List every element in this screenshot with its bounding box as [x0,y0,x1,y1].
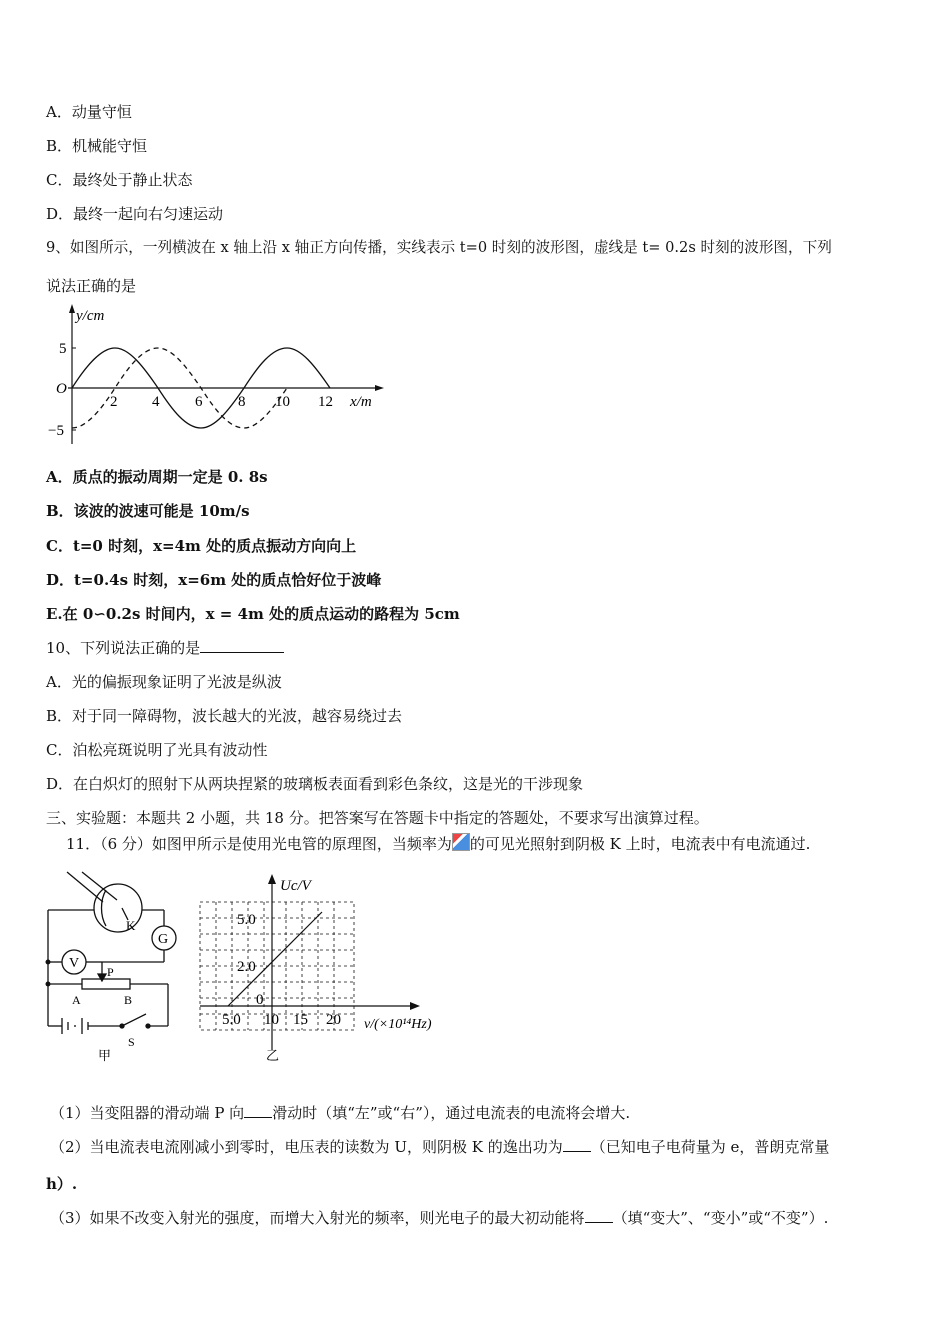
label-k: K [126,918,136,933]
q10-option-d: D．在白炽灯的照射下从两块捏紧的玻璃板表面看到彩色条纹，这是光的干涉现象 [46,775,584,793]
q8-option-c: C．最终处于静止状态 [46,171,193,189]
q9-option-b: B．该波的波速可能是 10m/s [46,502,250,520]
figure-caption-jia: 甲 [98,1048,112,1063]
y-axis-label: y/cm [76,308,105,324]
q10-stem-text: 10、下列说法正确的是 [46,639,201,657]
rheostat [82,979,130,989]
q8-option-a: A．动量守恒 [46,103,132,121]
y-tick-5: 5.0 [237,912,256,928]
q11-part-1-pre: （1）当变阻器的滑动端 P 向 [50,1104,245,1122]
y-axis-arrow [69,304,75,313]
q10-stem [46,638,284,658]
q9-option-c: C．t=0 时刻，x=4m 处的质点振动方向向上 [46,537,357,555]
x-tick-12: 12 [318,394,333,410]
q11-part-2 [50,1137,829,1157]
label-v: V [69,956,80,971]
y-tick-0: 0 [256,992,264,1008]
q11-part-1 [50,1103,630,1123]
x-tick-10: 10 [264,1012,279,1028]
x-axis-arrow [375,385,384,391]
q10-option-b: B．对于同一障碍物，波长越大的光波，越容易绕过去 [46,707,403,725]
q10-option-a: A．光的偏振现象证明了光波是纵波 [46,673,282,691]
q9-option-e: E.在 0∽0.2s 时间内，x = 4m 处的质点运动的路程为 5cm [46,605,460,623]
label-a: A [72,993,81,1007]
q11-stem [66,833,810,854]
x-axis-label: x/m [350,394,372,410]
q11-part-2-pre: （2）当电流表电流刚减小到零时，电压表的读数为 U，则阴极 K 的逸出功为 [50,1138,563,1156]
q11-circuit-diagram [40,868,190,1068]
answer-blank [563,1137,591,1152]
q11-part-1-post: 滑动时（填“左”或“右”），通过电流表的电流将会增大. [272,1104,631,1122]
q9-option-a: A．质点的振动周期一定是 0. 8s [46,468,268,486]
q10-option-c: C．泊松亮斑说明了光具有波动性 [46,741,268,759]
section-3-heading: 三、实验题：本题共 2 小题，共 18 分。把答案写在答题卡中指定的答题处，不要求写出演算过程。 [46,809,709,827]
q11-part-3-post: （填“变大”、“变小”或“不变”）. [612,1209,829,1227]
answer-blank [200,638,284,653]
q8-option-d: D．最终一起向右匀速运动 [46,205,224,223]
x-tick-2: 2 [110,394,118,410]
y-tick-neg5: −5 [48,423,64,439]
answer-blank [585,1208,613,1223]
x-tick-4: 4 [152,394,160,410]
x-axis-label: ν/(×10¹⁴Hz) [364,1017,432,1032]
label-p: P [107,965,114,979]
cathode [102,890,107,926]
q11-part-3-pre: （3）如果不改变入射光的强度，而增大入射光的频率，则光电子的最大初动能将 [50,1209,585,1227]
y-tick-5: 5 [59,341,67,357]
light-ray [67,872,103,902]
answer-blank [244,1103,272,1118]
y-tick-2: 2.0 [237,959,256,975]
label-b: B [124,993,133,1007]
q11-part-3 [50,1208,828,1228]
q11-part-2-post: （已知电子电荷量为 e，普朗克常量 [590,1138,830,1156]
q11-stem-pre: 11．（6 分）如图甲所示是使用光电管的原理图，当频率为 [66,835,452,853]
q9-stem-line1: 9、如图所示，一列横波在 x 轴上沿 x 轴正方向传播，实线表示 t=0 时刻的波形图，虚线是 t= 0.2s 时刻的波形图，下列 [46,239,832,256]
x-tick-10: 10 [275,394,290,410]
broken-image-icon [452,833,470,851]
light-ray [82,872,117,900]
q9-wave-graph [46,300,396,452]
origin-label: O [56,381,67,397]
x-tick-20: 20 [326,1012,341,1028]
q8-option-b: B．机械能守恒 [46,137,148,155]
q11-stem-post: 的可见光照射到阴极 K 上时，电流表中有电流通过. [469,835,811,853]
figure-caption-yi: 乙 [266,1048,280,1063]
q11-part-2-line2: h）. [46,1175,78,1193]
q9-option-d: D．t=0.4s 时刻，x=6m 处的质点恰好位于波峰 [46,571,382,589]
q9-stem-line2: 说法正确的是 [46,277,137,295]
x-tick-8: 8 [238,394,246,410]
x-tick-15: 15 [293,1012,308,1028]
y-axis-label: Uc/V [280,878,311,894]
label-g: G [158,932,169,947]
slider-arrow [98,974,106,981]
label-s: S [128,1035,135,1049]
grid [200,902,354,1030]
x-axis-arrow [410,1002,420,1010]
x-tick-6: 6 [195,394,203,410]
y-axis-arrow [268,874,276,884]
q11-uc-frequency-plot [196,870,462,1066]
x-tick-5: 5.0 [222,1012,241,1028]
switch [124,1014,146,1025]
